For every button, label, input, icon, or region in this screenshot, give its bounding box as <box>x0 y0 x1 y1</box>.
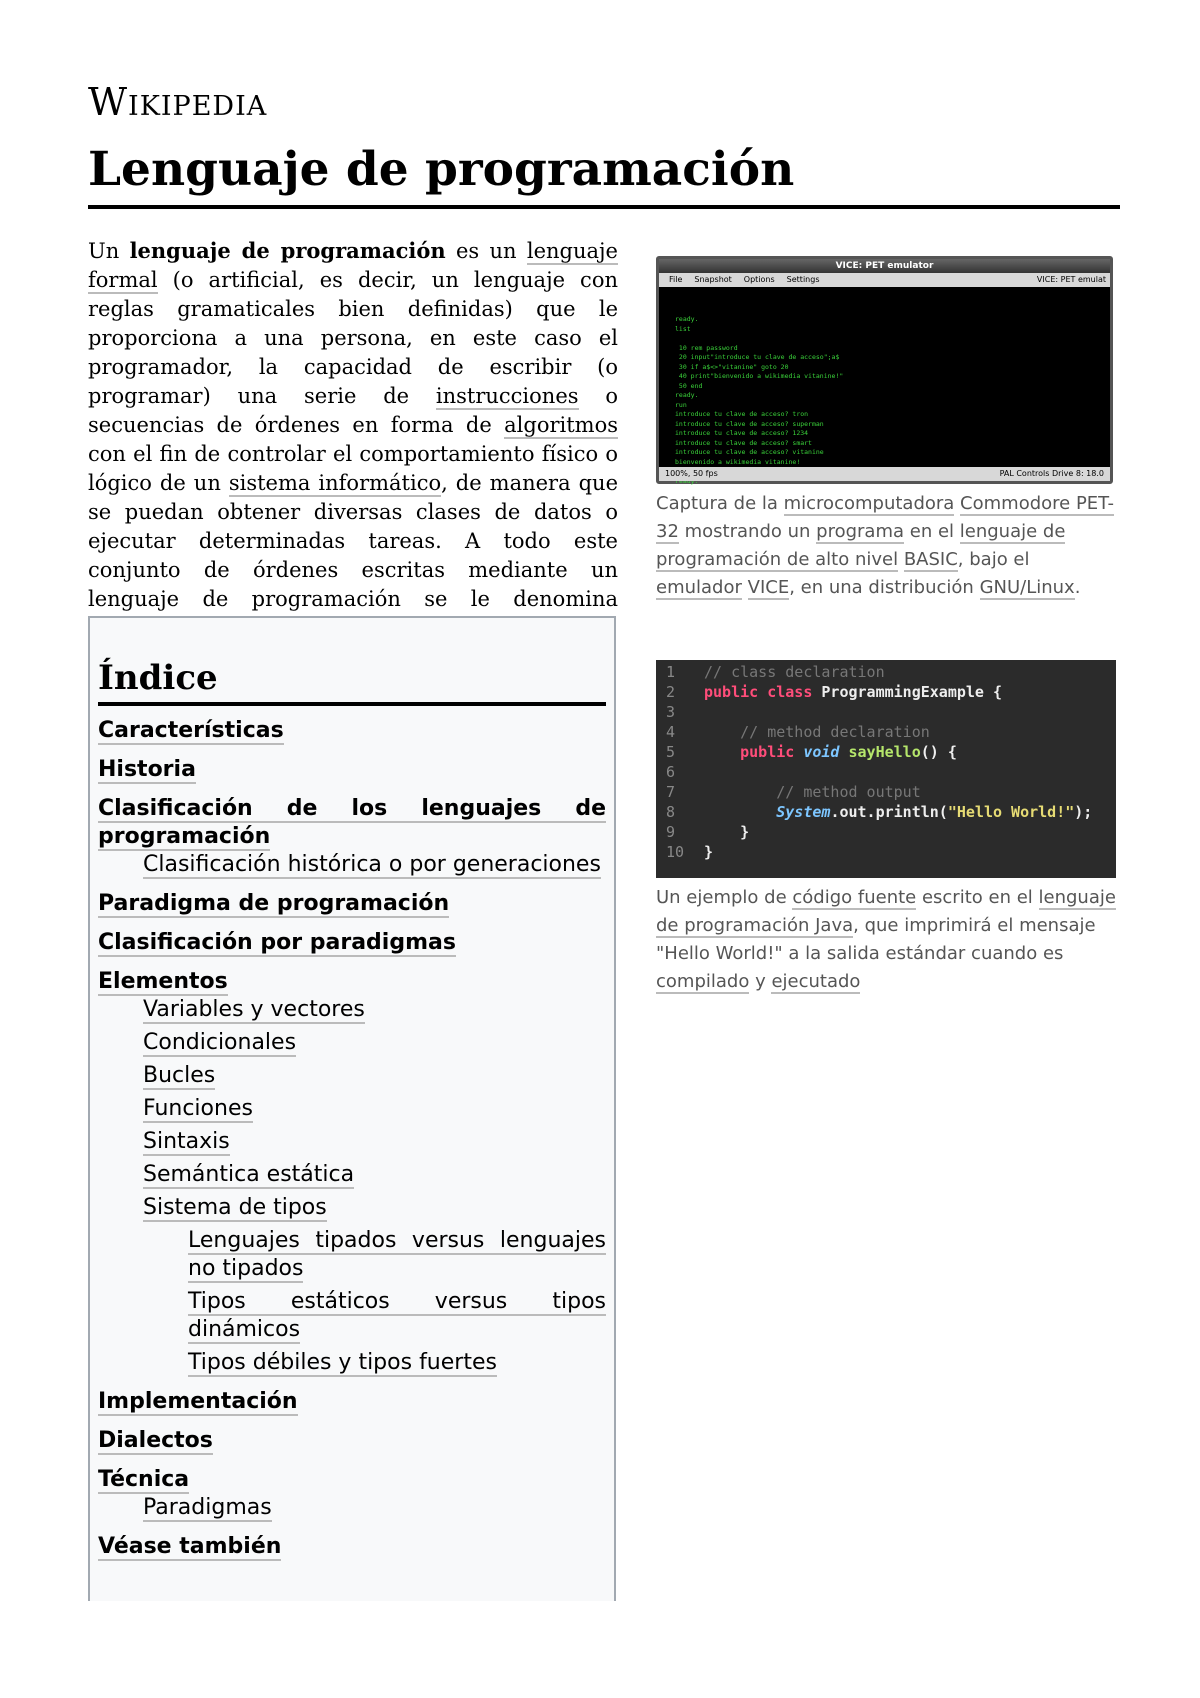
intro-text: o secuencias de órdenes en forma de <box>88 384 618 437</box>
table-of-contents <box>88 616 616 1601</box>
wikipedia-logo[interactable]: Wikipedia <box>88 80 268 124</box>
caption-text: y <box>749 971 772 992</box>
toc-link[interactable]: Funciones <box>143 1096 253 1121</box>
code-call-close: ); <box>1074 803 1093 821</box>
emulator-menu-item: Options <box>743 275 775 284</box>
caption-text: . <box>1074 577 1081 598</box>
toc-link[interactable]: Lenguajes tipados versus lenguajes no tipados <box>188 1228 606 1281</box>
emulator-screen-line: 30 if a$<>"vitanine" goto 20 <box>675 362 789 371</box>
emulator-screen-line: bienvenido a wikimedia vitanine! <box>675 457 801 466</box>
intro-text: (o artificial, es decir, un lenguaje con reglas gramaticales bien definidas) que le proporciona a una persona, en este caso el programador, la capacidad de escribir (o programar) una serie de <box>88 268 618 408</box>
code-brace: } <box>740 823 750 841</box>
emulator-screen-line: introduce tu clave de acceso? tron <box>675 410 809 418</box>
toc-link[interactable]: Semántica estática <box>143 1162 355 1187</box>
emulator-screen-line: ready. <box>675 391 699 399</box>
code-brace: { <box>993 683 1003 701</box>
link-algoritmos[interactable]: algoritmos <box>504 413 618 437</box>
line-number: 10 <box>666 843 685 861</box>
toc-link[interactable]: Implementación <box>98 1389 298 1414</box>
page-title: Lenguaje de programación <box>88 142 1120 209</box>
line-number: 1 <box>666 663 676 681</box>
toc-item <box>98 968 606 996</box>
caption-text: en el <box>904 521 960 542</box>
code-call: .out.println( <box>830 803 948 821</box>
caption-text <box>898 549 904 570</box>
emulator-screen-line: 10 rem password <box>675 343 738 352</box>
toc-item <box>98 717 606 745</box>
emulator-screen-line: introduce tu clave de acceso? superman <box>675 419 824 428</box>
toc-item <box>98 1062 606 1090</box>
toc-item <box>98 1349 606 1377</box>
code-type: void <box>803 743 840 761</box>
emulator-status-right: PAL Controls Drive 8: 18.0 <box>999 469 1104 478</box>
toc-item <box>98 756 606 784</box>
toc-item <box>98 1494 606 1522</box>
emulator-screen-line: list <box>675 324 691 333</box>
code-brace: { <box>947 743 957 761</box>
intro-text: Un <box>88 239 130 263</box>
emulator-screen-line: 40 print"bienvenido a wikimedia vitanine!" <box>675 372 844 380</box>
emulator-status-left: 100%, 50 fps <box>665 469 718 478</box>
toc-title: Índice <box>98 658 606 706</box>
intro-paragraph <box>88 236 618 649</box>
emulator-screen-line: introduce tu clave de acceso? smart <box>675 438 812 447</box>
toc-item <box>98 1095 606 1123</box>
toc-link[interactable]: Tipos estáticos versus tipos dinámicos <box>188 1289 606 1342</box>
toc-item <box>98 1161 606 1189</box>
link-lenguaje-formal[interactable]: lenguaje formal <box>88 239 618 292</box>
link-lenguaje-java[interactable]: lenguaje de programación Java <box>656 887 1116 936</box>
caption-text: escrito en el <box>916 887 1039 908</box>
link-compilado[interactable]: compilado <box>656 971 750 992</box>
code-method: sayHello <box>848 743 921 761</box>
code-comment: // method declaration <box>740 723 930 741</box>
emulator-screen-line: introduce tu clave de acceso? 1234 <box>675 429 809 437</box>
emulator-menu-bar <box>659 273 1110 287</box>
toc-link[interactable]: Clasificación histórica o por generaciones <box>143 852 601 877</box>
toc-item <box>98 795 606 851</box>
toc-item <box>98 1533 606 1561</box>
code-comment: // method output <box>776 783 921 801</box>
line-number: 7 <box>666 783 676 801</box>
emulator-title-bar: VICE: PET emulator <box>659 259 1110 273</box>
emulator-screen-line: introduce tu clave de acceso? vitanine <box>675 448 824 456</box>
line-number: 3 <box>666 703 676 721</box>
code-string: "Hello World!" <box>947 803 1075 821</box>
link-basic[interactable]: BASIC <box>903 549 958 570</box>
code-lines <box>704 662 1092 862</box>
toc-item <box>98 1427 606 1455</box>
toc-item <box>98 1288 606 1344</box>
line-number: 2 <box>666 683 676 701</box>
caption-text: mostrando un <box>678 521 817 542</box>
toc-link[interactable]: Véase también <box>98 1534 282 1559</box>
line-number: 6 <box>666 763 676 781</box>
line-number: 9 <box>666 823 676 841</box>
figure-pet-emulator <box>656 256 1116 602</box>
emulator-screen-line: 20 input"introduce tu clave de acceso";a$ <box>675 353 840 361</box>
toc-link[interactable]: Técnica <box>98 1467 190 1492</box>
link-sistema-informatico[interactable]: sistema informático <box>228 471 442 495</box>
toc-link[interactable]: Clasificación por paradigmas <box>98 930 456 955</box>
caption-text: Captura de la <box>656 493 784 514</box>
toc-item <box>98 1029 606 1057</box>
toc-item <box>98 1194 606 1222</box>
link-codigo-fuente[interactable]: código fuente <box>792 887 917 908</box>
toc-link[interactable]: Sintaxis <box>143 1129 230 1154</box>
link-vice[interactable]: VICE <box>747 577 790 598</box>
intro-text: , de manera que se puedan obtener diversas clases de datos o ejecutar determinadas tareas. A todo este conjunto de órdenes escritas mediante un lenguaje de programación se le denomina <box>88 471 618 611</box>
toc-link[interactable]: Bucles <box>143 1063 216 1088</box>
toc-link[interactable]: Paradigma de programación <box>98 891 450 916</box>
toc-item <box>98 851 606 879</box>
toc-item <box>98 1466 606 1494</box>
caption-text: , en una distribución <box>789 577 980 598</box>
emulator-screen-line <box>675 334 843 344</box>
code-keyword: public <box>704 683 759 701</box>
link-emulador[interactable]: emulador <box>656 577 742 598</box>
toc-link[interactable]: Condicionales <box>143 1030 297 1055</box>
code-screenshot[interactable] <box>656 660 1116 878</box>
toc-link[interactable]: Sistema de tipos <box>143 1195 327 1220</box>
emulator-menu-item: File <box>669 275 683 284</box>
code-keyword: public <box>740 743 795 761</box>
toc-link[interactable]: Variables y vectores <box>143 997 365 1022</box>
emulator-tab-label: VICE: PET emulat <box>1036 275 1106 284</box>
code-comment: // class declaration <box>704 663 885 681</box>
emulator-menu-item: Settings <box>786 275 820 284</box>
code-type: System <box>776 803 831 821</box>
figure-caption <box>656 884 1116 996</box>
intro-bold-term: lenguaje de programación <box>129 238 446 263</box>
link-microcomputadora[interactable]: microcomputadora <box>783 493 955 514</box>
line-number: 5 <box>666 743 676 761</box>
toc-item <box>98 1128 606 1156</box>
emulator-screen-text <box>675 315 843 486</box>
toc-link[interactable]: Paradigmas <box>143 1495 272 1520</box>
caption-text: , que imprimirá el mensaje "Hello World!" a la salida estándar cuando es <box>656 915 1096 964</box>
code-brace: } <box>704 843 714 861</box>
emulator-screen-line: run <box>675 400 687 409</box>
figure-caption <box>656 490 1116 602</box>
link-commodore-pet[interactable]: Commodore PET-32 <box>656 493 1115 542</box>
caption-text: , bajo el <box>957 549 1030 570</box>
toc-item <box>98 1227 606 1283</box>
emulator-status-bar <box>659 467 1110 481</box>
intro-text: con el fin de controlar el comportamiento físico o lógico de un <box>88 442 618 495</box>
emulator-menu-item: Snapshot <box>694 275 732 284</box>
code-classname: ProgrammingExample <box>821 683 984 701</box>
link-instrucciones[interactable]: instrucciones <box>435 384 579 408</box>
toc-link[interactable]: Dialectos <box>98 1428 213 1453</box>
toc-item <box>98 1388 606 1416</box>
toc-link[interactable]: Clasificación de los lenguajes de programación <box>98 796 606 849</box>
toc-item <box>98 929 606 957</box>
emulator-screen-line: 50 end <box>675 381 703 390</box>
toc-link[interactable]: Historia <box>98 757 196 782</box>
link-lenguaje-alto-nivel[interactable]: lenguaje de programación de alto nivel <box>656 521 1066 570</box>
toc-list <box>98 717 606 1561</box>
link-gnu-linux[interactable]: GNU/Linux <box>979 577 1075 598</box>
emulator-screen-line: ready. <box>675 315 699 323</box>
figure-java-code <box>656 660 1116 996</box>
toc-item <box>98 996 606 1024</box>
caption-text <box>742 577 748 598</box>
line-number-gutter <box>656 662 690 862</box>
caption-text: Un ejemplo de <box>656 887 793 908</box>
toc-item <box>98 890 606 918</box>
code-keyword: class <box>767 683 813 701</box>
intro-text: es un <box>445 239 527 263</box>
toc-link[interactable]: Elementos <box>98 969 228 994</box>
link-programa[interactable]: programa <box>816 521 905 542</box>
toc-link[interactable]: Características <box>98 718 284 743</box>
code-parens: () <box>920 743 939 761</box>
pet-emulator-screenshot[interactable] <box>656 256 1113 484</box>
line-number: 4 <box>666 723 676 741</box>
link-ejecutado[interactable]: ejecutado <box>771 971 861 992</box>
line-number: 8 <box>666 803 676 821</box>
toc-link[interactable]: Tipos débiles y tipos fuertes <box>188 1350 497 1375</box>
